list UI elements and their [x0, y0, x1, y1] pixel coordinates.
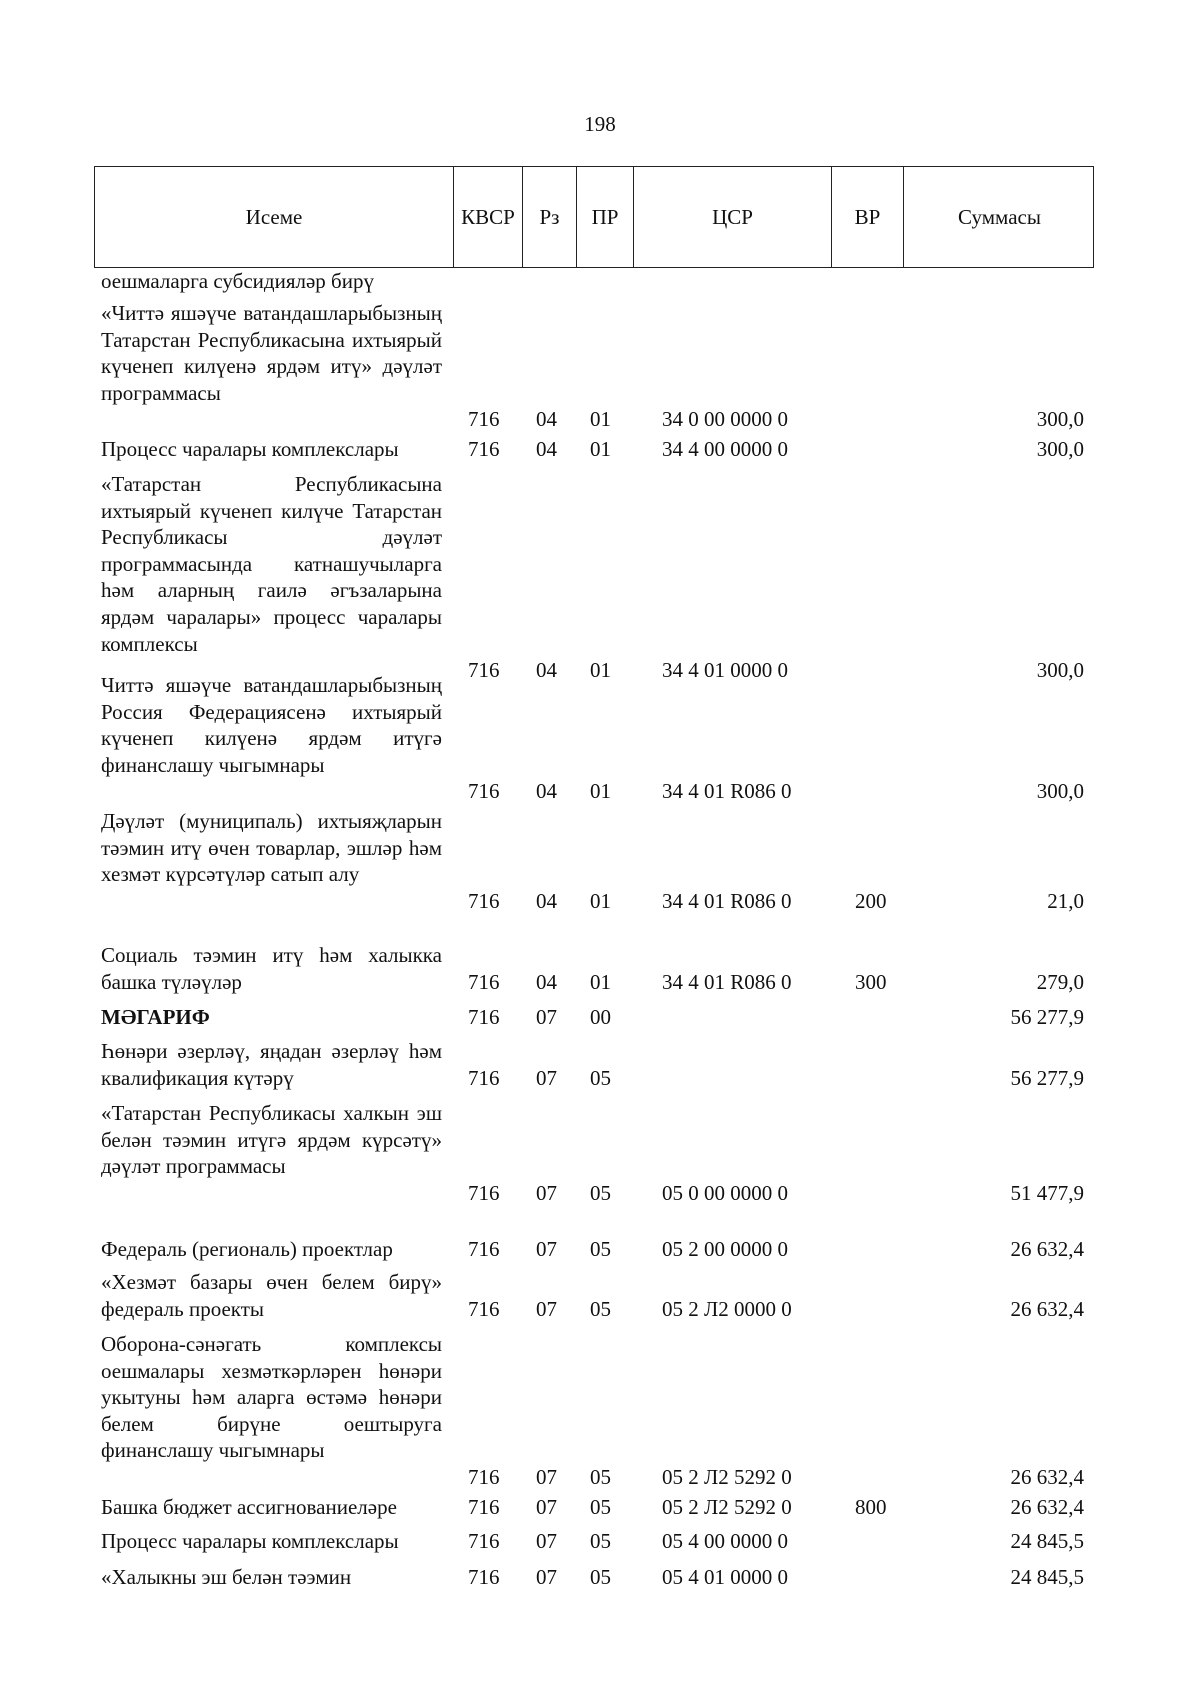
- row-sum: 56 277,9: [1010, 1005, 1084, 1029]
- row-kvsr: 716: [468, 407, 500, 432]
- row-sum: 300,0: [1036, 407, 1084, 432]
- row-csr: 05 2 Л2 0000 0: [662, 1296, 792, 1321]
- row-rz: 07: [536, 1529, 557, 1553]
- row-sum: 21,0: [1047, 888, 1084, 913]
- row-pr: 01: [590, 779, 611, 804]
- row-pr: 05: [590, 1565, 611, 1589]
- row-sum: 24 845,5: [1010, 1565, 1084, 1589]
- row-pr: 01: [590, 888, 611, 913]
- row-sum: 51 477,9: [1010, 1180, 1084, 1205]
- row-name: Читтә яшәүче ватандашларыбызның Россия Федерациясенә ихтыярый күченеп килүенә ярдәм итүгә финанслашу чыгымнары: [101, 673, 442, 777]
- row-pr: 05: [590, 1296, 611, 1321]
- row-pr: 05: [590, 1237, 611, 1261]
- row-name: Башка бюджет ассигнованиеләре: [101, 1495, 397, 1519]
- header-rz: Рз: [522, 167, 576, 267]
- row-kvsr: 716: [468, 779, 500, 804]
- row-kvsr: 716: [468, 1005, 500, 1029]
- row-pr: 05: [590, 1180, 611, 1205]
- row-sum: 300,0: [1036, 779, 1084, 804]
- row-pr: 01: [590, 658, 611, 683]
- row-vr: 300: [855, 969, 887, 994]
- row-csr: 05 4 01 0000 0: [662, 1565, 788, 1589]
- table-header: [94, 166, 1094, 268]
- row-name: «Хезмәт базары өчен белем бирү» федераль проекты: [101, 1270, 442, 1321]
- row-pr: 05: [590, 1065, 611, 1090]
- row-kvsr: 716: [468, 888, 500, 913]
- header-sum: Суммасы: [903, 167, 1095, 267]
- row-name: МӘГАРИФ: [101, 1005, 210, 1029]
- page-number: 198: [584, 112, 616, 136]
- row-rz: 04: [536, 658, 557, 683]
- row-sum: 26 632,4: [1010, 1465, 1084, 1489]
- row-pr: 01: [590, 437, 611, 461]
- row-pr: 05: [590, 1529, 611, 1553]
- header-kvsr: КВСР: [453, 167, 522, 267]
- row-name: «Читтә яшәүче ватандашларыбызның Татарстан Республикасына ихтыярый күченеп килүенә ярдәм итү» дәүләт программасы: [101, 301, 442, 405]
- row-kvsr: 716: [468, 658, 500, 683]
- row-name: Социаль тәэмин итү һәм халыкка башка түләүләр: [101, 943, 442, 994]
- row-csr: 34 4 01 R086 0: [662, 888, 792, 913]
- row-sum: 26 632,4: [1010, 1495, 1084, 1519]
- row-rz: 07: [536, 1465, 557, 1489]
- row-csr: 05 0 00 0000 0: [662, 1180, 788, 1205]
- row-kvsr: 716: [468, 969, 500, 994]
- header-csr: ЦСР: [633, 167, 831, 267]
- row-rz: 07: [536, 1180, 557, 1205]
- row-pr: 05: [590, 1465, 611, 1489]
- row-rz: 07: [536, 1565, 557, 1589]
- row-rz: 04: [536, 407, 557, 432]
- row-csr: 34 4 00 0000 0: [662, 437, 788, 461]
- row-name: Һөнәри әзерләү, яңадан әзерләү һәм квалификация күтәрү: [101, 1039, 442, 1090]
- header-vr: ВР: [831, 167, 903, 267]
- row-name: Оборона-сәнәгать комплексы оешмалары хезмәткәрләрен һөнәри укытуны һәм аларга өстәмә һөнәри белем бирүне оештыруга финанслашу чыгымнары: [101, 1332, 442, 1463]
- row-csr: 05 2 00 0000 0: [662, 1237, 788, 1261]
- row-pr: 00: [590, 1005, 611, 1029]
- row-sum: 279,0: [1036, 969, 1084, 994]
- row-rz: 04: [536, 779, 557, 804]
- row-name: «Татарстан Республикасы халкын эш белән тәэмин итүгә ярдәм күрсәтү» дәүләт программасы: [101, 1101, 442, 1179]
- row-rz: 07: [536, 1495, 557, 1519]
- row-sum: 24 845,5: [1010, 1529, 1084, 1553]
- row-rz: 07: [536, 1005, 557, 1029]
- row-rz: 07: [536, 1237, 557, 1261]
- row-csr: 34 4 01 R086 0: [662, 779, 792, 804]
- row-sum: 26 632,4: [1010, 1296, 1084, 1321]
- row-kvsr: 716: [468, 1565, 500, 1589]
- header-pr: ПР: [576, 167, 633, 267]
- row-name: «Халыкны эш белән тәэмин: [101, 1565, 352, 1589]
- row-pr: 01: [590, 969, 611, 994]
- row-pr: 01: [590, 407, 611, 432]
- row-name: Процесс чаралары комплекслары: [101, 437, 399, 461]
- row-kvsr: 716: [468, 1065, 500, 1090]
- row-rz: 04: [536, 437, 557, 461]
- row-sum: 26 632,4: [1010, 1237, 1084, 1261]
- row-rz: 07: [536, 1296, 557, 1321]
- row-csr: 34 0 00 0000 0: [662, 407, 788, 432]
- row-csr: 05 2 Л2 5292 0: [662, 1495, 792, 1519]
- row-vr: 800: [855, 1495, 887, 1519]
- row-csr: 34 4 01 R086 0: [662, 969, 792, 994]
- row-rz: 04: [536, 888, 557, 913]
- row-kvsr: 716: [468, 1237, 500, 1261]
- row-kvsr: 716: [468, 1296, 500, 1321]
- row-vr: 200: [855, 888, 887, 913]
- row-rz: 04: [536, 969, 557, 994]
- row-pr: 05: [590, 1495, 611, 1519]
- row-name: Дәүләт (муниципаль) ихтыяҗларын тәэмин итү өчен товарлар, эшләр һәм хезмәт күрсәтүләр сатып алу: [101, 809, 442, 887]
- row-kvsr: 716: [468, 1465, 500, 1489]
- row-kvsr: 716: [468, 1529, 500, 1553]
- header-name: Исеме: [245, 204, 303, 229]
- row-name: оешмаларга субсидияләр бирү: [101, 269, 374, 293]
- row-rz: 07: [536, 1065, 557, 1090]
- row-name: «Татарстан Республикасына ихтыярый күченеп килүче Татарстан Республикасы дәүләт программасында катнашучыларга һәм аларның гаилә әгъзаларына ярдәм чаралары» процесс чаралары комплексы: [101, 472, 442, 656]
- row-csr: 05 4 00 0000 0: [662, 1529, 788, 1553]
- row-kvsr: 716: [468, 1180, 500, 1205]
- row-sum: 56 277,9: [1010, 1065, 1084, 1090]
- row-kvsr: 716: [468, 437, 500, 461]
- row-csr: 34 4 01 0000 0: [662, 658, 788, 683]
- row-sum: 300,0: [1036, 437, 1084, 461]
- row-csr: 05 2 Л2 5292 0: [662, 1465, 792, 1489]
- row-name: Процесс чаралары комплекслары: [101, 1529, 399, 1553]
- row-name: Федераль (региональ) проектлар: [101, 1237, 393, 1261]
- row-kvsr: 716: [468, 1495, 500, 1519]
- row-sum: 300,0: [1036, 658, 1084, 683]
